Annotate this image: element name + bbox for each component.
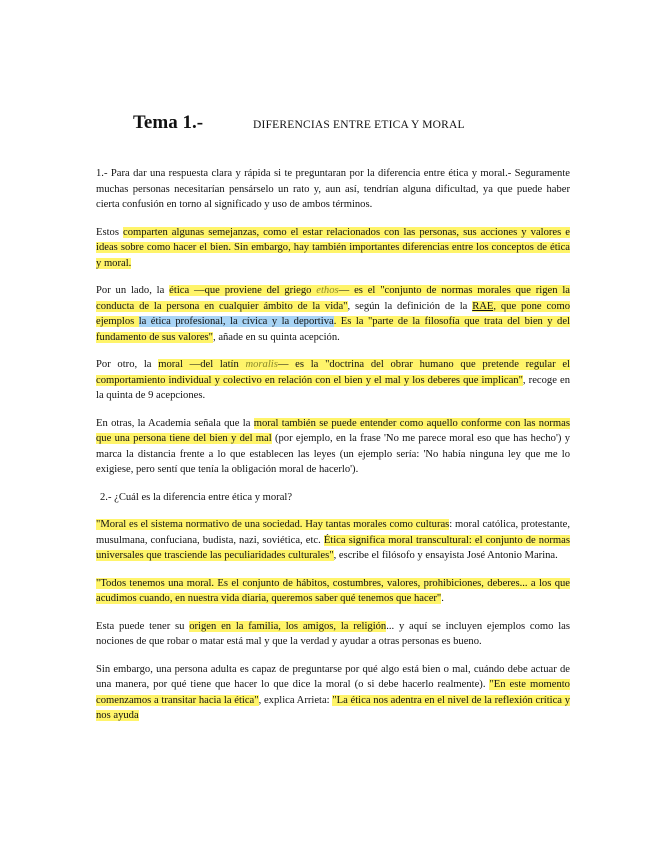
text-run: — es el "conjunto de normas morales que rigen la conducta de la persona en cualquier ámbito de la vida" [96,285,571,312]
highlighted-text: origen en la familia, los amigos, la religión [189,620,387,632]
highlighted-text: "En este momento comenzamos a transitar hacia la ética" [96,679,570,706]
highlighted-text: , que pone como ejemplos [96,300,570,327]
text-run: En otras, la Academia señala que la [96,417,254,429]
paragraph-7 [96,576,570,607]
highlighted-text: "Todos tenemos una moral. Es el conjunto de hábitos, costumbres, valores, prohibiciones, deberes... a los que acudimos cuando, en nuestra vida diaria, queremos saber qué tenemos que hacer" [96,577,570,604]
text-run: moral —del latín [158,359,246,370]
paragraph-2 [96,225,570,272]
page-title: DIFERENCIAS ENTRE ETICA Y MORAL [253,119,465,131]
highlighted-text: moral también se puede entender como aquello conforme con las normas que una persona tiene del bien y del mal [96,417,570,444]
text-run: Esta puede tener su [96,620,190,632]
paragraph-6 [96,517,570,564]
highlighted-text: "La ética nos adentra en el nivel de la reflexión crítica y nos ayuda [96,694,571,721]
text-run: Por otro, la [96,359,159,370]
text-run: (por ejemplo, en la frase 'No me parece moral eso que has hecho') y marca la distancia frente a lo que establecen las leyes (un ejemplo sería: 'No había ninguna ley que me lo exigiese, pero sentí que tenía la obligación moral de hacerlo'). [96,433,570,475]
latin-term: moralis [245,359,278,370]
text-run: . [441,593,444,604]
text-run: , añade en su quinta acepción. [213,331,340,343]
highlighted-text: . Es la "parte de la filosofía que trata del bien y del fundamento de sus valores" [96,316,570,343]
text-run: , recoge en la quinta de 9 acepciones. [96,374,570,401]
text-run: , según la definición de la [347,300,473,312]
highlighted-text: comparten algunas semejanzas, como el estar relacionados con las personas, sus acciones y valores e ideas sobre como hacer el bien. Sin embargo, hay también importantes diferencias entre los conceptos de ética y moral. [96,226,571,269]
greek-term: ethos [316,285,339,296]
text-run: ... y aquí se incluyen ejemplos como las nociones de que robar o matar está mal y que la verdad y ayudar a otras personas es bueno. [96,620,570,647]
paragraph-9 [96,662,570,724]
paragraph-8 [96,619,570,650]
text-run: : moral católica, protestante, musulmana, confuciana, budista, nazi, soviética, etc. [96,519,570,546]
title-row [133,112,465,134]
blue-highlighted-text: la ética profesional, la cívica y la deportiva [138,316,334,327]
paragraph-3 [96,283,570,345]
highlighted-text [96,359,570,386]
topic-number: Tema 1.- [133,112,204,133]
paragraph-4 [96,357,570,404]
paragraph-5 [96,416,570,478]
question-2-heading: 2.- ¿Cuál es la diferencia entre ética y moral? [100,491,293,503]
highlighted-text: "Moral es el sistema normativo de una sociedad. Hay tantas morales como culturas [96,519,450,530]
rae-link[interactable]: RAE [472,300,494,312]
text-run: ética —que proviene del griego [169,285,317,296]
text-run: Estos [96,226,124,238]
highlighted-text: Ética significa moral transcultural: el conjunto de normas universales que trasciende las peculiaridades culturales" [96,534,570,561]
text-run: , explica Arrieta: [258,694,333,706]
document-body [96,166,570,736]
text-run: Por un lado, la [96,285,170,296]
text-run: — es la "doctrina del obrar humano que pretende regular el comportamiento individual y colectivo en relación con el bien y el mal y los deberes que implican" [96,359,570,386]
paragraph-1: 1.- Para dar una respuesta clara y rápida si te preguntaran por la diferencia entre ética y moral.- Seguramente muchas personas necesitarían pensárselo un rato y, aun así, tendrían alguna dificultad, ya que puede haber cierta confusión en torno al significado y uso de ambos términos. [96,168,570,210]
text-run: Sin embargo, una persona adulta es capaz de preguntarse por qué algo está bien o mal, cuándo debe actuar de una manera, por qué tiene que hacer lo que dice la moral (o si debe hacerlo realmente). [96,663,570,690]
text-run: , escribe el filósofo y ensayista José Antonio Marina. [333,550,558,561]
